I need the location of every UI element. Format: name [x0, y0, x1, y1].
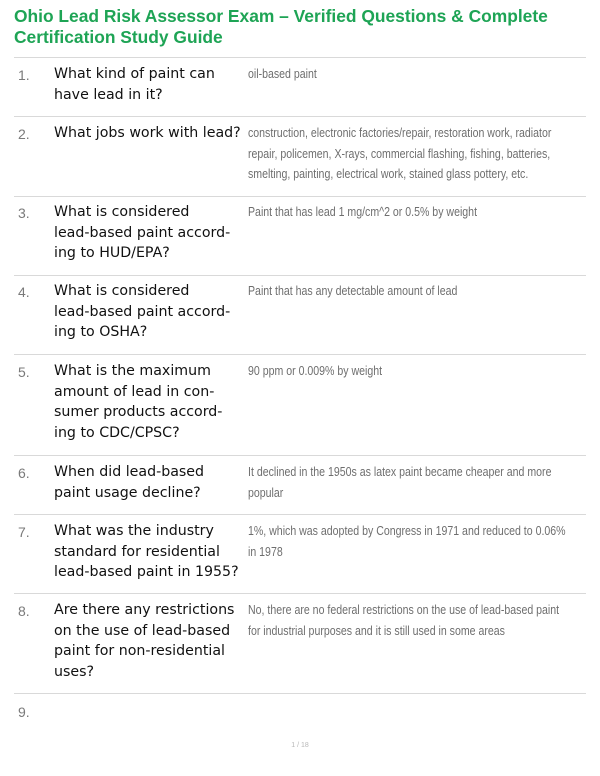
question-line: ing to HUD/EPA?	[54, 245, 170, 261]
question-line: lead-based paint accord-	[54, 303, 231, 320]
answer-text	[248, 202, 538, 223]
question-text	[54, 462, 250, 503]
row-divider	[14, 354, 586, 355]
question-line: What kind of paint can	[54, 66, 215, 82]
question-number: 3.	[18, 205, 30, 221]
question-line: paint for non-residential	[54, 643, 225, 659]
answer-line: Paint that has any detectable amount of lead	[248, 284, 458, 298]
question-line: What is the maximum	[54, 363, 211, 379]
question-number: 7.	[18, 524, 30, 540]
question-line: ing to OSHA?	[54, 324, 148, 340]
page-number: 1 / 18	[291, 742, 309, 749]
question-number: 2.	[18, 126, 30, 142]
question-line: standard for residential	[54, 543, 220, 560]
answer-line: in 1978	[248, 544, 283, 559]
question-line: sumer products accord-	[54, 404, 223, 420]
answer-line: smelting, painting, electrical work, stained glass pottery, etc.	[248, 167, 529, 181]
row-divider	[14, 514, 586, 515]
question-line: What is considered	[54, 283, 190, 299]
question-number: 9.	[18, 704, 30, 720]
question-text	[54, 600, 250, 682]
answer-text	[248, 123, 552, 185]
question-line: What jobs work with lead?	[54, 125, 241, 141]
answer-text	[248, 521, 566, 562]
answer-text	[248, 64, 538, 85]
answer-line: construction, electronic factories/repair, restoration work, radiator	[248, 126, 552, 140]
question-line: When did lead-based	[54, 464, 205, 480]
answer-line: repair, policemen, X-rays, commercial flashing, fishing, batteries,	[248, 146, 551, 161]
question-text	[54, 281, 250, 343]
question-line: amount of lead in con-	[54, 383, 215, 400]
question-line: What is considered	[54, 204, 190, 220]
answer-text	[248, 361, 538, 382]
question-number: 4.	[18, 284, 30, 300]
question-text	[54, 123, 250, 144]
question-number: 6.	[18, 465, 30, 481]
answer-line: for industrial purposes and it is still used in some areas	[248, 623, 505, 638]
answer-line: It declined in the 1950s as latex paint became cheaper and more	[248, 465, 552, 479]
answer-line: Paint that has lead 1 mg/cm^2 or 0.5% by weight	[248, 205, 478, 219]
question-line: What was the industry	[54, 523, 214, 539]
row-divider	[14, 693, 586, 694]
question-text	[54, 202, 250, 264]
answer-line: 1%, which was adopted by Congress in 1971 and reduced to 0.06%	[248, 524, 566, 538]
title-line-1: Ohio Lead Risk Assessor Exam – Verified Questions & Complete	[14, 6, 548, 26]
question-text	[54, 521, 250, 583]
question-number: 1.	[18, 67, 30, 83]
answer-line: popular	[248, 485, 284, 500]
question-number: 5.	[18, 364, 30, 380]
row-divider	[14, 57, 586, 58]
row-divider	[14, 275, 586, 276]
answer-text	[248, 462, 552, 503]
title-line-2: Certification Study Guide	[14, 27, 223, 47]
question-number: 8.	[18, 603, 30, 619]
answer-line: oil-based paint	[248, 67, 317, 81]
question-line: lead-based paint in 1955?	[54, 564, 239, 580]
question-text	[54, 64, 250, 105]
answer-text	[248, 281, 538, 302]
row-divider	[14, 196, 586, 197]
question-text	[54, 361, 250, 443]
row-divider	[14, 455, 586, 456]
question-line: Are there any restrictions	[54, 602, 235, 618]
question-line: uses?	[54, 663, 95, 680]
question-line: ing to CDC/CPSC?	[54, 424, 180, 441]
answer-line: No, there are no federal restrictions on the use of lead-based paint	[248, 603, 560, 617]
question-line: lead-based paint accord-	[54, 224, 231, 241]
row-divider	[14, 593, 586, 594]
question-line: have lead in it?	[54, 86, 163, 103]
row-divider	[14, 116, 586, 117]
question-line: paint usage decline?	[54, 484, 201, 501]
answer-line: 90 ppm or 0.009% by weight	[248, 364, 383, 378]
answer-text	[248, 600, 560, 641]
question-line: on the use of lead-based	[54, 622, 231, 639]
